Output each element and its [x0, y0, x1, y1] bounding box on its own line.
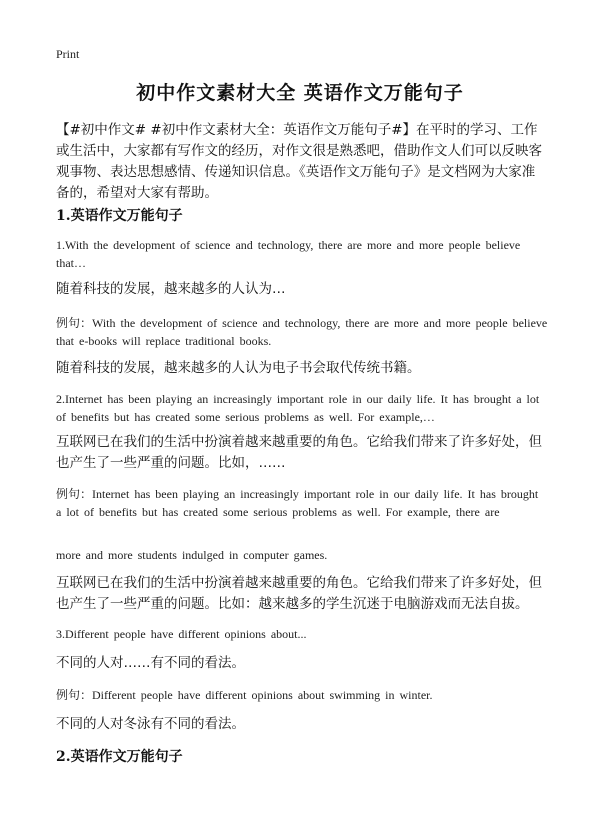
item-1-english: 1.With the development of science and technology, there are more and more people believe that…: [56, 238, 521, 270]
item-3-example-english: 例句：Different people have different opinions about swimming in winter.: [56, 688, 433, 702]
print-label: Print: [56, 47, 80, 61]
item-1-example-english: 例句：With the development of science and technology, there are more and more people believe that e-books will replace traditional books.: [56, 316, 548, 348]
item-2-chinese: 互联网已在我们的生活中扮演着越来越重要的角色。它给我们带来了许多好处，但也产生了一些严重的问题。比如，……: [56, 434, 542, 471]
item-1-example-chinese: 随着科技的发展，越来越多的人认为电子书会取代传统书籍。: [56, 360, 421, 376]
item-3-example-chinese: 不同的人对冬泳有不同的看法。: [56, 716, 245, 732]
item-2-example-english-continued: more and more students indulged in computer games.: [56, 548, 328, 562]
item-3-chinese: 不同的人对……有不同的看法。: [56, 655, 245, 671]
intro-paragraph: 【#初中作文# #初中作文素材大全：英语作文万能句子#】在平时的学习、工作或生活中，大家都有写作文的经历，对作文很是熟悉吧，借助作文人们可以反映客观事物、表达思想感情、传递知识信息。《英语作文万能句子》是文档网为大家准备的，希望对大家有帮助。: [56, 122, 542, 201]
section-heading-2: 2.英语作文万能句子: [56, 749, 183, 765]
item-3-english: 3.Different people have different opinions about...: [56, 627, 307, 641]
item-2-example-english: 例句：Internet has been playing an increasingly important role in our daily life. It has brought a lot of benefits but has created some serious problems as well. For example, there are: [56, 487, 539, 519]
section-heading-1: 1.英语作文万能句子: [56, 208, 183, 224]
item-2-example-chinese: 互联网已在我们的生活中扮演着越来越重要的角色。它给我们带来了许多好处，但也产生了一些严重的问题。比如：越来越多的学生沉迷于电脑游戏而无法自拔。: [56, 575, 542, 612]
item-1-chinese: 随着科技的发展，越来越多的人认为…: [56, 281, 286, 297]
document-title: 初中作文素材大全 英语作文万能句子: [136, 82, 464, 104]
item-2-english: 2.Internet has been playing an increasingly important role in our daily life. It has brought a lot of benefits but has created some serious problems as well. For example,…: [56, 392, 540, 424]
